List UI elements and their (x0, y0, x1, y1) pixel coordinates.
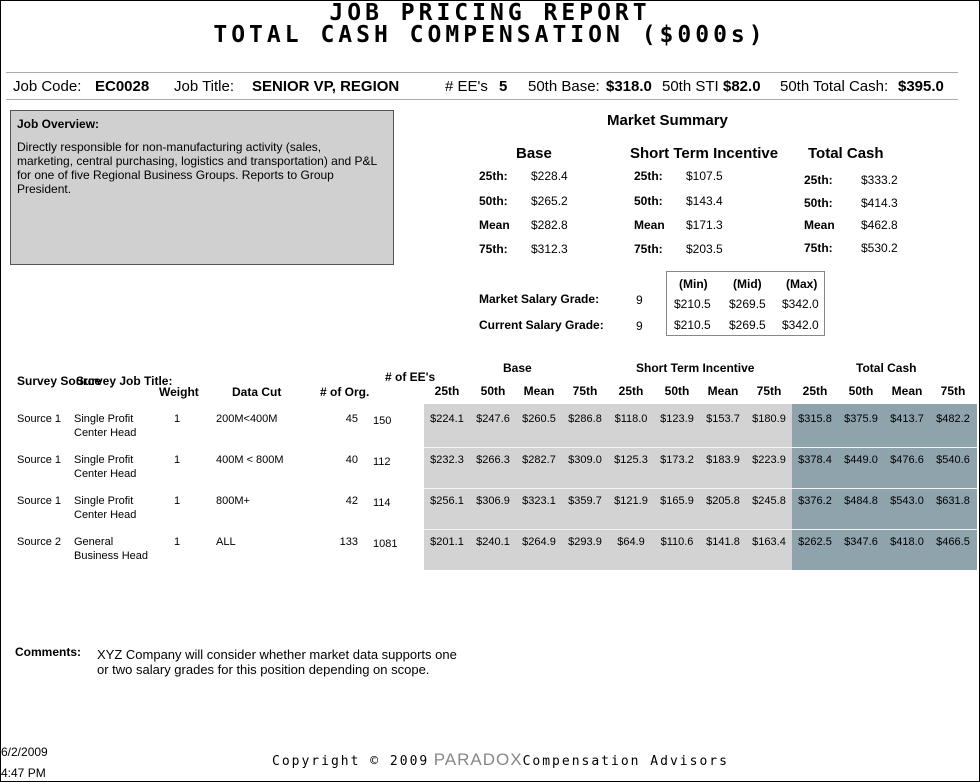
row-source: Source 1 (17, 495, 62, 507)
row-value-base: $286.8 (568, 413, 602, 425)
row-job-title-line2: Center Head (74, 509, 137, 521)
row-job-title-line1: General (74, 536, 114, 548)
base-value: $318.0 (606, 78, 652, 95)
stat-header-sti: 25th (618, 384, 644, 398)
market-tc-value: $333.2 (861, 173, 898, 187)
job-overview-box (10, 110, 394, 265)
market-base-label: Mean (479, 218, 510, 232)
row-value-tc: $484.8 (844, 495, 878, 507)
row-num-ees: 150 (373, 415, 392, 427)
row-value-base: $264.9 (522, 536, 556, 548)
market-sti-heading: Short Term Incentive (630, 145, 779, 162)
row-value-sti: $121.9 (614, 495, 648, 507)
footer-time: 4:47 PM (1, 766, 46, 780)
row-value-tc: $347.6 (844, 536, 878, 548)
market-tc-heading: Total Cash (808, 145, 884, 162)
row-data-cut: 200M<400M (216, 413, 278, 425)
stat-header-base: 25th (434, 384, 460, 398)
row-value-sti: $165.9 (660, 495, 694, 507)
base-label: 50th Base: (528, 78, 600, 95)
copyright-text: Copyright © 2009 (272, 754, 430, 769)
row-value-sti: $125.3 (614, 454, 648, 466)
grade-min-header: (Min) (679, 277, 708, 291)
market-summary-title: Market Summary (607, 112, 728, 129)
row-value-tc: $631.8 (936, 495, 970, 507)
market-sti-label: 25th: (634, 169, 663, 183)
row-value-tc: $540.6 (936, 454, 970, 466)
market-base-value: $228.4 (531, 169, 568, 183)
col-num-org: # of Org. (320, 385, 370, 399)
market-sti-label: 75th: (634, 242, 663, 256)
row-value-tc: $449.0 (844, 454, 878, 466)
row-value-sti: $110.6 (660, 536, 694, 548)
market-grade-label: Market Salary Grade: (479, 292, 600, 306)
row-value-sti: $123.9 (660, 413, 694, 425)
row-value-tc: $482.2 (936, 413, 970, 425)
row-value-sti: $118.0 (614, 413, 648, 425)
stat-header-tc: 50th (848, 384, 874, 398)
stat-header-tc: Mean (891, 384, 923, 398)
stat-header-sti: Mean (707, 384, 739, 398)
row-divider (424, 488, 977, 489)
market-tc-value: $462.8 (861, 218, 898, 232)
current-grade-mid: $269.5 (729, 318, 766, 332)
row-weight: 1 (174, 536, 181, 548)
market-base-value: $282.8 (531, 218, 568, 232)
market-tc-label: 75th: (804, 241, 833, 255)
row-value-base: $306.9 (476, 495, 510, 507)
job-code: EC0028 (95, 78, 150, 95)
stat-header-tc: 75th (940, 384, 966, 398)
row-value-base: $323.1 (522, 495, 556, 507)
stat-header-base: 50th (480, 384, 506, 398)
row-source: Source 2 (17, 536, 62, 548)
row-source: Source 1 (17, 413, 62, 425)
row-value-base: $260.5 (522, 413, 556, 425)
row-value-base: $232.3 (430, 454, 464, 466)
col-num-ees: # of EE's (385, 370, 436, 384)
row-weight: 1 (174, 454, 181, 466)
market-base-label: 50th: (479, 194, 508, 208)
row-value-base: $224.1 (430, 413, 464, 425)
row-job-title-line2: Center Head (74, 427, 137, 439)
job-title-label: Job Title: (174, 78, 235, 95)
row-job-title-line1: Single Profit (74, 495, 134, 507)
row-job-title-line1: Single Profit (74, 413, 134, 425)
row-data-cut: ALL (216, 536, 236, 548)
row-value-tc: $378.4 (798, 454, 832, 466)
row-value-tc: $375.9 (844, 413, 878, 425)
market-base-value: $312.3 (531, 242, 568, 256)
row-data-cut: 400M < 800M (216, 454, 284, 466)
market-sti-value: $203.5 (686, 242, 723, 256)
row-num-org: 40 (345, 454, 358, 466)
row-num-org: 133 (339, 536, 358, 548)
row-value-sti: $153.7 (706, 413, 740, 425)
market-sti-label: Mean (634, 218, 665, 232)
market-grade-min: $210.5 (674, 297, 711, 311)
report-subtitle: TOTAL CASH COMPENSATION ($000s) (213, 22, 767, 48)
comments-line-2: or two salary grades for this position depending on scope. (97, 662, 430, 677)
market-tc-value: $414.3 (861, 196, 898, 210)
row-value-sti: $180.9 (752, 413, 786, 425)
col-survey-job-title: Survey Job Title: (76, 374, 173, 388)
job-overview-title: Job Overview: (17, 117, 100, 131)
row-value-tc: $466.5 (936, 536, 970, 548)
row-source: Source 1 (17, 454, 62, 466)
header-bottom-rule (6, 99, 958, 100)
row-value-tc: $413.7 (890, 413, 924, 425)
ees-value: 5 (499, 78, 508, 95)
row-value-base: $201.1 (430, 536, 464, 548)
row-job-title-line2: Business Head (74, 550, 148, 562)
footer-date: 6/2/2009 (1, 745, 48, 759)
row-num-org: 45 (345, 413, 358, 425)
row-value-sti: $173.2 (660, 454, 694, 466)
row-value-tc: $315.8 (798, 413, 832, 425)
row-value-base: $293.9 (568, 536, 602, 548)
market-base-heading: Base (516, 145, 552, 162)
job-title: SENIOR VP, REGION (252, 78, 400, 95)
report-title: JOB PRICING REPORT (329, 0, 651, 26)
market-sti-value: $107.5 (686, 169, 723, 183)
market-tc-value: $530.2 (861, 241, 898, 255)
market-grade-value: 9 (636, 293, 643, 307)
row-value-base: $247.6 (476, 413, 510, 425)
group-sti: Short Term Incentive (636, 361, 755, 375)
market-base-value: $265.2 (531, 194, 568, 208)
row-weight: 1 (174, 495, 181, 507)
row-value-sti: $163.4 (752, 536, 786, 548)
market-base-label: 25th: (479, 169, 508, 183)
row-value-sti: $245.8 (752, 495, 786, 507)
stat-header-base: Mean (523, 384, 555, 398)
row-value-sti: $223.9 (752, 454, 786, 466)
row-value-base: $282.7 (522, 454, 556, 466)
grade-mid-header: (Mid) (733, 277, 762, 291)
row-value-base: $359.7 (568, 495, 602, 507)
col-data-cut: Data Cut (232, 385, 282, 399)
comments-line-1: XYZ Company will consider whether market data supports one (97, 647, 457, 662)
paradox-brand: PARADOX (433, 750, 523, 769)
market-grade-max: $342.0 (782, 297, 819, 311)
grade-max-header: (Max) (786, 277, 818, 291)
market-base-label: 75th: (479, 242, 508, 256)
ees-label: # EE's (445, 78, 488, 95)
market-sti-value: $171.3 (686, 218, 723, 232)
market-grade-mid: $269.5 (729, 297, 766, 311)
current-grade-value: 9 (636, 319, 643, 333)
total-cash-label: 50th Total Cash: (780, 78, 889, 95)
comments-label: Comments: (15, 645, 82, 659)
row-num-ees: 112 (373, 456, 391, 468)
row-num-ees: 114 (373, 497, 391, 509)
row-value-base: $240.1 (476, 536, 510, 548)
row-job-title-line2: Center Head (74, 468, 137, 480)
stat-header-sti: 75th (756, 384, 782, 398)
market-tc-label: 25th: (804, 173, 833, 187)
sti-value: $82.0 (723, 78, 761, 95)
market-sti-value: $143.4 (686, 194, 723, 208)
stat-header-base: 75th (572, 384, 598, 398)
header-top-rule (6, 72, 958, 73)
sti-label: 50th STI (662, 78, 719, 95)
row-weight: 1 (174, 413, 181, 425)
current-grade-max: $342.0 (782, 318, 819, 332)
row-value-tc: $262.5 (798, 536, 832, 548)
row-num-org: 42 (345, 495, 358, 507)
row-value-tc: $476.6 (890, 454, 924, 466)
row-job-title-line1: Single Profit (74, 454, 134, 466)
col-survey-source: Survey Source (17, 374, 102, 388)
row-divider (424, 529, 977, 530)
row-divider (424, 447, 977, 448)
col-weight: Weight (159, 385, 199, 399)
market-sti-label: 50th: (634, 194, 663, 208)
row-value-base: $309.0 (568, 454, 602, 466)
row-value-tc: $418.0 (890, 536, 924, 548)
current-grade-min: $210.5 (674, 318, 711, 332)
current-grade-label: Current Salary Grade: (479, 318, 604, 332)
total-cash-value: $395.0 (898, 78, 944, 95)
stat-header-sti: 50th (664, 384, 690, 398)
job-code-label: Job Code: (13, 78, 82, 95)
company-name: Compensation Advisors (522, 754, 729, 769)
row-value-base: $256.1 (430, 495, 464, 507)
row-value-base: $266.3 (476, 454, 510, 466)
row-value-sti: $64.9 (617, 536, 645, 548)
row-value-tc: $376.2 (798, 495, 832, 507)
job-overview-text: Directly responsible for non-manufacturing activity (sales, marketing, central purchasing, logistics and transportation) and P&L for one of five Regional Business Groups. Reports to Group President. (17, 140, 377, 196)
row-value-sti: $205.8 (706, 495, 740, 507)
market-tc-label: Mean (804, 218, 835, 232)
group-total-cash: Total Cash (856, 361, 917, 375)
row-value-sti: $141.8 (706, 536, 740, 548)
row-data-cut: 800M+ (216, 495, 250, 507)
row-num-ees: 1081 (373, 538, 398, 550)
stat-header-tc: 25th (802, 384, 828, 398)
market-tc-label: 50th: (804, 196, 833, 210)
footer-copyright-line (272, 750, 729, 770)
group-base: Base (503, 361, 532, 375)
row-value-tc: $543.0 (890, 495, 924, 507)
row-value-sti: $183.9 (706, 454, 740, 466)
